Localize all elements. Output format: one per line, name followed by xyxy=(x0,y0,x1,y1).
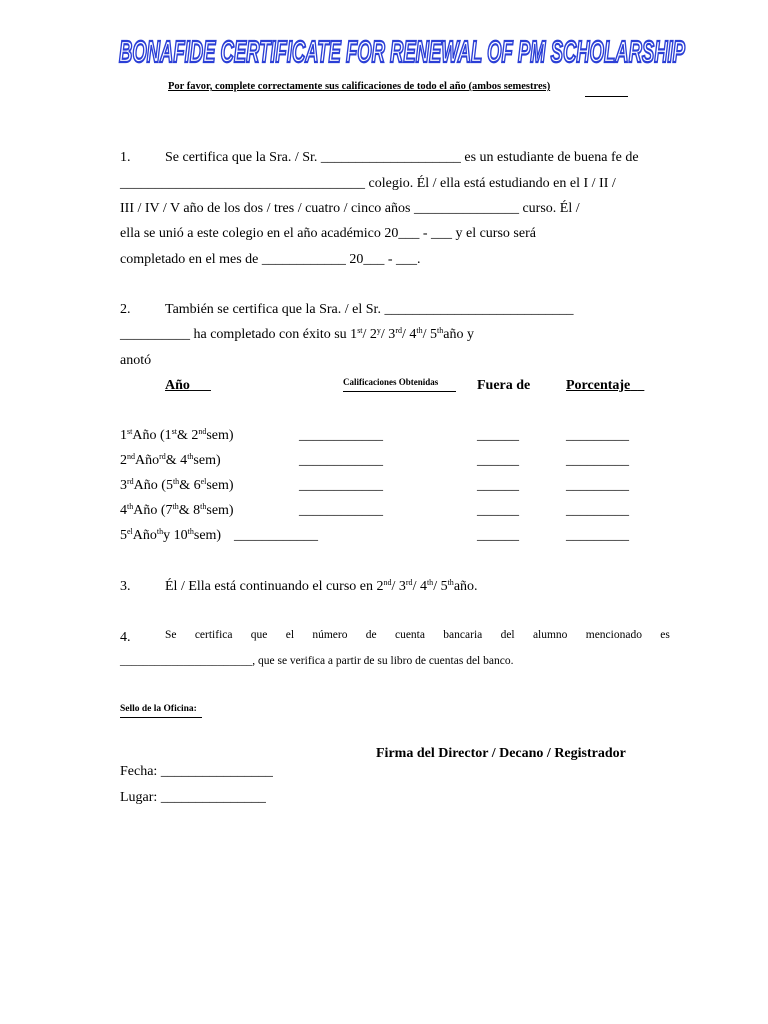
section-4-number: 4. xyxy=(120,630,131,645)
section-4-word: Se xyxy=(165,629,177,641)
header-year: Año___ xyxy=(165,378,211,393)
document-title xyxy=(112,24,692,70)
year-row-5-label: $5^{el}Año^{th}y$ 10thsem) xyxy=(120,527,222,543)
section-4-word: de xyxy=(365,629,377,641)
section-2-line-3: anotó xyxy=(120,353,152,368)
year-row-1-grades-blank: ____________ xyxy=(299,428,383,443)
section-4-line-2: _______________________, que se verifica a partir de su libro de cuentas del banco. xyxy=(120,655,514,667)
year-row-1-label: 1stAño (1st& 2ndsem) xyxy=(120,427,234,443)
subtitle-underline xyxy=(585,96,628,97)
year-row-5-percent-blank: _________ xyxy=(566,528,629,543)
signature-label: Firma del Director / Decano / Registrador xyxy=(376,746,626,761)
year-row-2-outof-blank: ______ xyxy=(477,453,519,468)
section-1-line-1: Se certifica que la Sra. / Sr. ____________________ es un estudiante de buena fe de xyxy=(165,150,639,165)
year-row-4-grades-blank: ____________ xyxy=(299,503,383,518)
section-3-number: 3. xyxy=(120,579,131,594)
section-4-word: bancaria xyxy=(443,629,483,641)
year-row-3-outof-blank: ______ xyxy=(477,478,519,493)
year-row-4-label: 4thAño (7th& 8thsem) xyxy=(120,502,234,518)
section-4-word: del xyxy=(500,629,515,641)
section-2-line-1: También se certifica que la Sra. / el Sr. ___________________________ xyxy=(165,302,574,317)
date-field: Fecha: ________________ xyxy=(120,764,273,779)
year-row-5-grades-blank: ____________ xyxy=(234,528,318,543)
section-4-word: mencionado xyxy=(585,629,642,641)
office-stamp-underline xyxy=(120,717,202,718)
section-1-line-5: completado en el mes de ____________ 20___ - ___. xyxy=(120,252,421,267)
year-row-1-percent-blank: _________ xyxy=(566,428,629,443)
year-row-3-percent-blank: _________ xyxy=(566,478,629,493)
section-1-line-4: ella se unió a este colegio en el año académico 20___ - ___ y el curso será xyxy=(120,226,536,241)
year-row-5-outof-blank: ______ xyxy=(477,528,519,543)
year-row-2-grades-blank: ____________ xyxy=(299,453,383,468)
year-row-2-label: 2ndAño$^{rd}$& 4thsem) xyxy=(120,452,221,468)
section-4-word: alumno xyxy=(532,629,568,641)
header-out-of: Fuera de xyxy=(477,378,531,393)
section-3-line: Él / Ella está continuando el curso en 2nd/ 3rd/ 4th/ 5thaño. xyxy=(165,578,478,594)
section-4-word: que xyxy=(250,629,268,641)
year-row-2-percent-blank: _________ xyxy=(566,453,629,468)
year-row-3-label: 3rdAño (5th& $6^{el}sem$) xyxy=(120,477,234,493)
place-field: Lugar: _______________ xyxy=(120,790,266,805)
header-grades: Calificaciones Obtenidas xyxy=(343,377,439,387)
section-4-word: cuenta xyxy=(394,629,425,641)
year-row-1-outof-blank: ______ xyxy=(477,428,519,443)
office-stamp-label: Sello de la Oficina: xyxy=(120,704,197,714)
header-grades-underline xyxy=(343,391,456,392)
section-4-word: número xyxy=(312,629,348,641)
section-2-line-2: __________ ha completado con éxito su 1st/ 2$^y$/ 3rd/ 4th/ 5thaño y xyxy=(120,326,474,342)
section-4-word: certifica xyxy=(194,629,233,641)
section-4-word: es xyxy=(660,629,670,641)
document-title-text: BONAFIDE CERTIFICATE FOR RENEWAL OF PM SCHOLARSHIP xyxy=(119,34,686,69)
section-4-word: el xyxy=(285,629,295,641)
year-row-4-outof-blank: ______ xyxy=(477,503,519,518)
section-1-number: 1. xyxy=(120,150,131,165)
year-row-4-percent-blank: _________ xyxy=(566,503,629,518)
header-percentage: Porcentaje__ xyxy=(566,378,645,393)
year-row-3-grades-blank: ____________ xyxy=(299,478,383,493)
section-1-line-2: ___________________________________ colegio. Él / ella está estudiando en el I / II / xyxy=(120,176,616,191)
instructions-subtitle: Por favor, complete correctamente sus calificaciones de todo el año (ambos semestres) xyxy=(168,81,551,92)
section-1-line-3: III / IV / V año de los dos / tres / cuatro / cinco años _______________ curso. Él / xyxy=(120,201,580,216)
section-2-number: 2. xyxy=(120,302,131,317)
section-4-line-1 xyxy=(165,629,670,641)
